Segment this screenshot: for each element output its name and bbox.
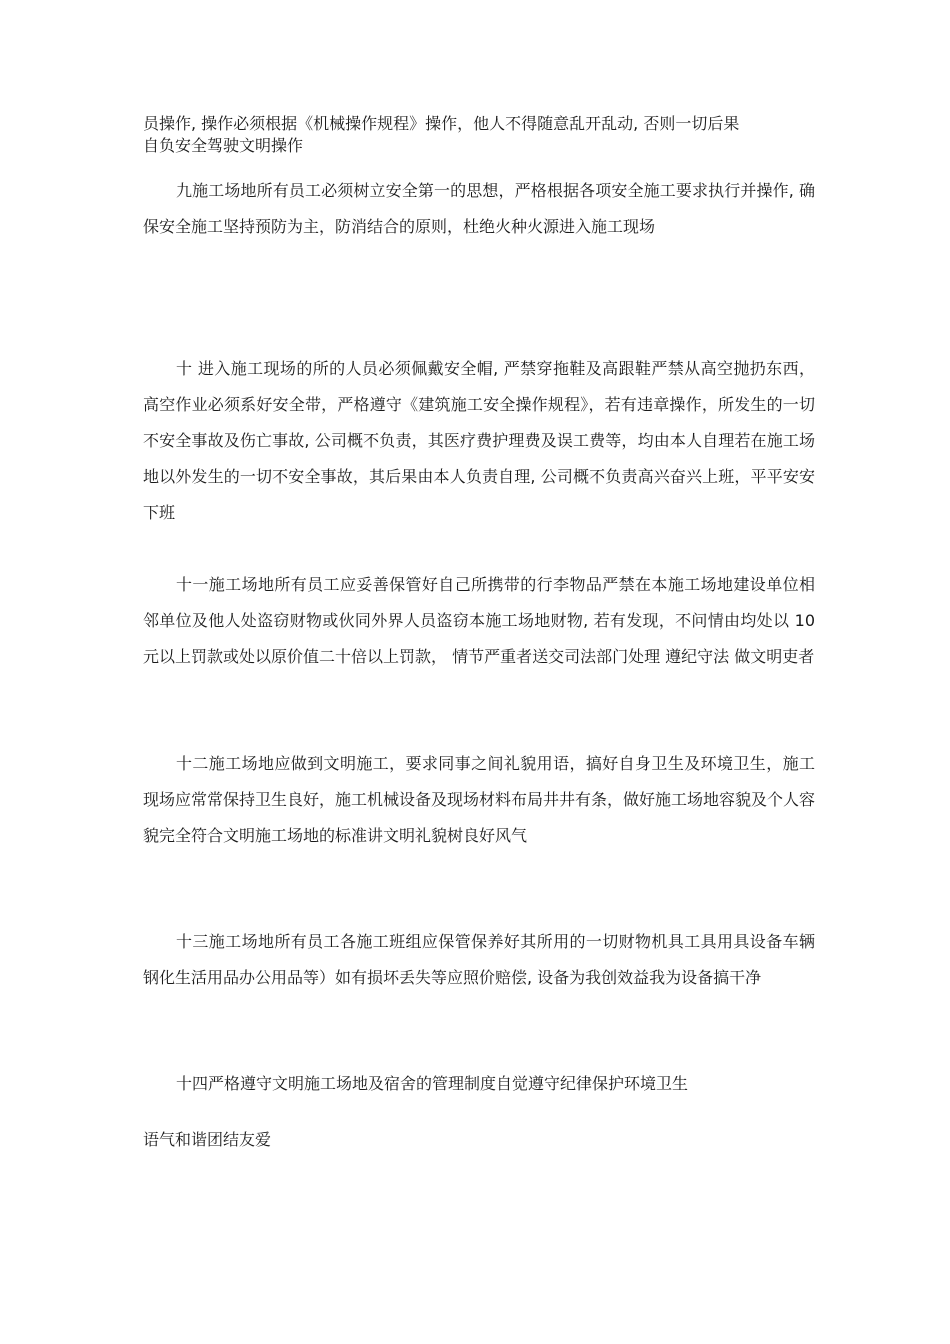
intro-paragraph [143, 113, 815, 157]
paragraph-10: 十 进入施工现场的所的人员必须佩戴安全帽, 严禁穿拖鞋及高跟鞋严禁从高空抛扔东西，高空作业必须系好安全带，严格遵守《建筑施工安全操作规程》，若有违章操作，所发生的一切不安全事故及伤亡事故, 公司概不负责，其医疗费护理费及误工费等，均由本人自理若在施工场地以外发生的一切不安全事故，其后果由本人负责自理, 公司概不负责高兴奋兴上班，平平安安下班 [143, 359, 815, 522]
intro-line-2: 自负安全驾驶文明操作 [143, 136, 304, 155]
intro-line-1: 员操作, 操作必须根据《机械操作规程》操作，他人不得随意乱开乱动, 否则一切后果 [143, 114, 740, 133]
paragraph-13: 十三施工场地所有员工各施工班组应保管保养好其所用的一切财物机具工具用具设备车辆钢化生活用品办公用品等）如有损坏丢失等应照价赔偿, 设备为我创效益我为设备搞干净 [143, 932, 815, 987]
paragraph-14: 十四严格遵守文明施工场地及宿舍的管理制度自觉遵守纪律保护环境卫生 [176, 1074, 689, 1093]
paragraph-12: 十二施工场地应做到文明施工，要求同事之间礼貌用语，搞好自身卫生及环境卫生，施工现场应常常保持卫生良好，施工机械设备及现场材料布局井井有条，做好施工场地容貌及个人容貌完全符合文明施工场地的标准讲文明礼貌树良好风气 [143, 754, 816, 845]
paragraph-11: 十一施工场地所有员工应妥善保管好自己所携带的行李物品严禁在本施工场地建设单位相邻单位及他人处盗窃财物或伙同外界人员盗窃本施工场地财物, 若有发现，不问情由均处以 10 元以上罚款或处以原价值二十倍以上罚款， 情节严重者送交司法部门处理 遵纪守法 做文明吏者 [143, 575, 815, 666]
closing-line: 语气和谐团结友爱 [143, 1130, 272, 1149]
paragraph-9: 九施工场地所有员工必须树立安全第一的思想，严格根据各项安全施工要求执行并操作, 确保安全施工坚持预防为主，防消结合的原则，杜绝火种火源进入施工现场 [143, 181, 815, 236]
